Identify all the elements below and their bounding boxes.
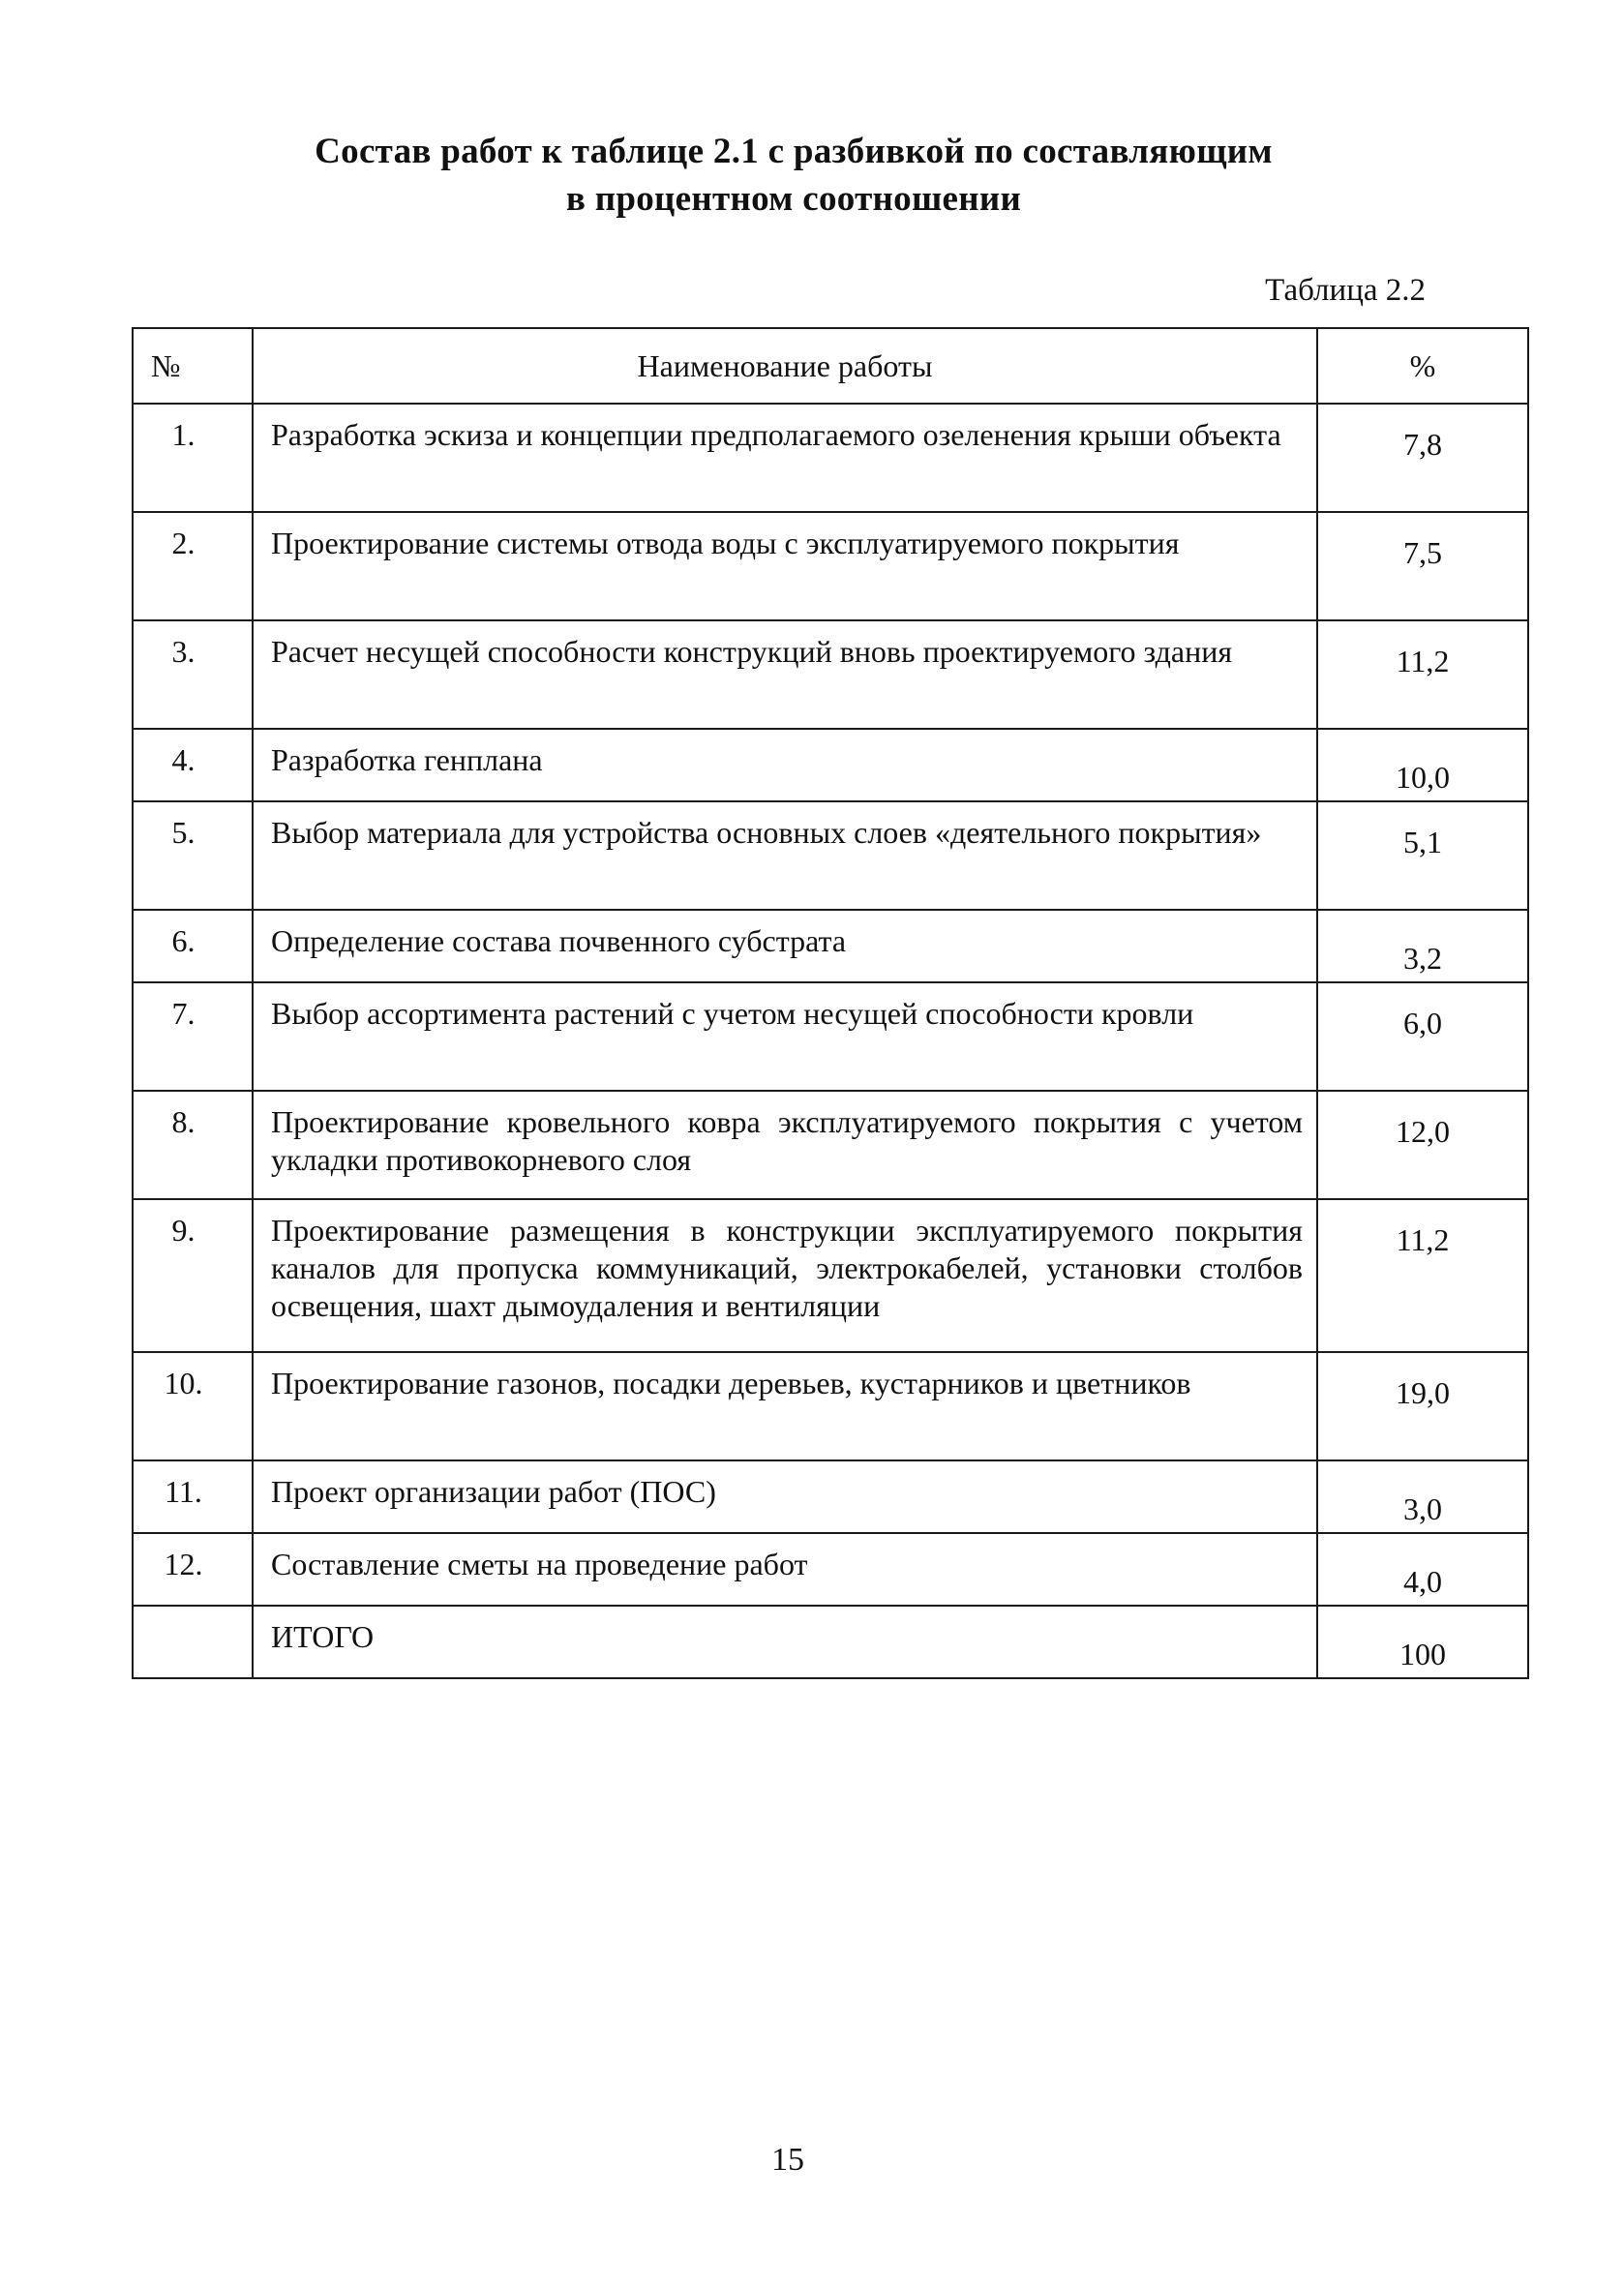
row-percent: 5,1 [1317, 801, 1528, 910]
table-row [133, 620, 1528, 729]
table-row [133, 404, 1528, 512]
row-name: Проект организации работ (ПОС) [253, 1460, 1317, 1533]
row-percent: 7,8 [1317, 404, 1528, 512]
row-name: Проектирование размещения в конструкции эксплуатируемого покрытия каналов для пропуска коммуникаций, электрокабелей, установки столбов освещения, шахт дымоудаления и вентиляции [253, 1199, 1317, 1352]
row-percent: 10,0 [1317, 729, 1528, 801]
table-row [133, 1091, 1528, 1199]
row-name: Определение состава почвенного субстрата [253, 910, 1317, 982]
table-row [133, 512, 1528, 620]
row-percent: 7,5 [1317, 512, 1528, 620]
page-number: 15 [771, 2142, 804, 2178]
row-percent: 6,0 [1317, 982, 1528, 1091]
row-name: Расчет несущей способности конструкций вновь проектируемого здания [253, 620, 1317, 729]
header-num: № [133, 328, 253, 404]
row-num: 12. [133, 1533, 253, 1606]
row-num: 5. [133, 801, 253, 910]
table-row [133, 729, 1528, 801]
row-num: 9. [133, 1199, 253, 1352]
row-num: 3. [133, 620, 253, 729]
table-row [133, 1199, 1528, 1352]
table-row [133, 910, 1528, 982]
row-name: Проектирование системы отвода воды с эксплуатируемого покрытия [253, 512, 1317, 620]
row-name: Разработка эскиза и концепции предполагаемого озеленения крыши объекта [253, 404, 1317, 512]
row-num: 1. [133, 404, 253, 512]
table-header-row [133, 328, 1528, 404]
total-label: ИТОГО [253, 1606, 1317, 1678]
title-line-2: в процентном соотношении [565, 179, 1022, 219]
row-num: 4. [133, 729, 253, 801]
total-row [133, 1606, 1528, 1678]
row-name: Разработка генплана [253, 729, 1317, 801]
table-row [133, 1533, 1528, 1606]
title-line-1: Состав работ к таблице 2.1 с разбивкой по составляющим [315, 132, 1273, 171]
row-percent: 11,2 [1317, 620, 1528, 729]
row-percent: 3,0 [1317, 1460, 1528, 1533]
works-table [132, 327, 1529, 1679]
row-percent: 19,0 [1317, 1352, 1528, 1460]
row-percent: 4,0 [1317, 1533, 1528, 1606]
table-row [133, 982, 1528, 1091]
row-num: 11. [133, 1460, 253, 1533]
row-name: Проектирование газонов, посадки деревьев, кустарников и цветников [253, 1352, 1317, 1460]
header-name: Наименование работы [253, 328, 1317, 404]
row-num: 8. [133, 1091, 253, 1199]
table-label: Таблица 2.2 [1265, 273, 1426, 308]
total-percent: 100 [1317, 1606, 1528, 1678]
row-name: Составление сметы на проведение работ [253, 1533, 1317, 1606]
row-name: Проектирование кровельного ковра эксплуатируемого покрытия с учетом укладки противокорневого слоя [253, 1091, 1317, 1199]
page-title [145, 128, 1442, 223]
row-percent: 12,0 [1317, 1091, 1528, 1199]
table-row [133, 1352, 1528, 1460]
header-percent: % [1317, 328, 1528, 404]
table-row [133, 1460, 1528, 1533]
row-num: 10. [133, 1352, 253, 1460]
row-num: 6. [133, 910, 253, 982]
row-num: 7. [133, 982, 253, 1091]
row-num: 2. [133, 512, 253, 620]
row-percent: 11,2 [1317, 1199, 1528, 1352]
row-percent: 3,2 [1317, 910, 1528, 982]
row-name: Выбор ассортимента растений с учетом несущей способности кровли [253, 982, 1317, 1091]
total-num [133, 1606, 253, 1678]
table-row [133, 801, 1528, 910]
row-name: Выбор материала для устройства основных слоев «деятельного покрытия» [253, 801, 1317, 910]
